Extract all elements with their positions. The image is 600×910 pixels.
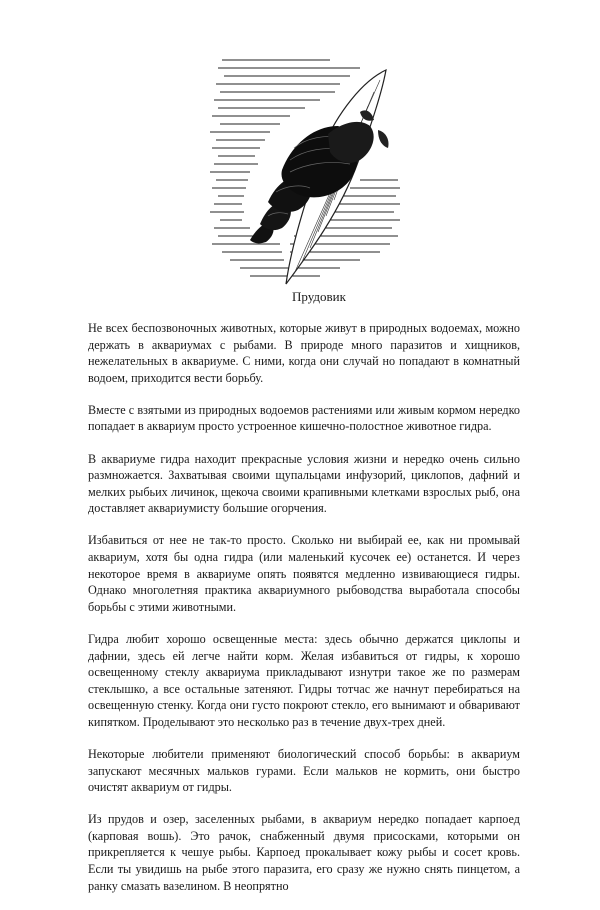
figure-caption: Прудовик <box>292 289 346 304</box>
paragraph: В аквариуме гидра находит прекрасные условия жизни и нередко очень сильно размножается. Захватывая своими щупальцами инфузорий, циклопов, дафний и мелких рыбьих личинок, щекоча своими крапивными клетками взрослых рыб, она доставляет аквариумисту большие огорчения. <box>88 451 520 516</box>
pond-snail-illustration <box>210 52 400 292</box>
paragraph: Некоторые любители применяют биологический способ борьбы: в аквариум запускают месячных мальков гурами. Если мальков не кормить, они быстро очистят аквариум от гидры. <box>88 746 520 795</box>
paragraph: Из прудов и озер, заселенных рыбами, в аквариум нередко попадает карпоед (карповая вошь). Это рачок, снабженный двумя присосками, которыми он прикрепляется к чешуе рыбы. Карпоед прокалывает кожу рыбы и сосет кровь. Если ты увидишь на рыбе этого паразита, его сразу же нужно снять пинцетом, а ранку смазать вазелином. В неопрятно <box>88 812 520 893</box>
pond-snail-figure <box>210 52 400 292</box>
paragraph: Избавиться от нее не так-то просто. Сколько ни выбирай ее, как ни промывай аквариум, хотя бы одна гидра (или маленький кусочек ее) останется. И через некоторое время в аквариуме опять появятся медленно извивающиеся гидры. Однако многолетняя практика аквариумного рыбоводства выработала способы борьбы с этими животными. <box>88 533 520 614</box>
body-text <box>88 320 520 910</box>
paragraph: Вместе с взятыми из природных водоемов растениями или живым кормом нередко попадает в аквариум просто устроенное кишечно-полостное животное гидра. <box>88 402 520 434</box>
paragraph: Гидра любит хорошо освещенные места: здесь обычно держатся циклопы и дафнии, здесь ей легче найти корм. Желая избавиться от гидры, к хорошо освещенному стеклу аквариума прикладывают изнутри такое же по размерам стеклышко, а все остальные затеняют. Гидры тотчас же начнут перебираться на освещенную стенку. Когда они густо покроют стекло, его вынимают и обваривают кипятком. Проделывают это несколько раз в течение двух-трех дней. <box>88 631 520 729</box>
paragraph: Не всех беспозвоночных животных, которые живут в природных водоемах, можно держать в аквариумах с рыбами. В природе много паразитов и хищников, нежелательных в аквариуме. С ними, когда они случай но попадают в комнатный водоем, приходится вести борьбу. <box>88 321 520 385</box>
